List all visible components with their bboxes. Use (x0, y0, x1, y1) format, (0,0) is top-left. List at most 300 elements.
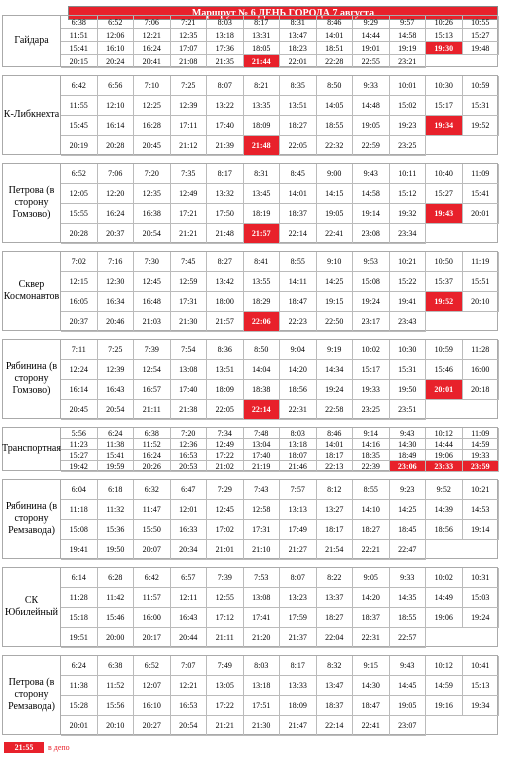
time-cell: 23:07 (390, 716, 427, 736)
time-grid (61, 16, 497, 66)
time-cell: 19:32 (390, 204, 427, 224)
time-cell: 7:43 (244, 480, 281, 500)
time-cell: 16:57 (134, 380, 171, 400)
time-cell: 22:23 (280, 312, 317, 332)
time-cell: 11:55 (61, 96, 98, 116)
legend (4, 742, 70, 753)
time-cell: 16:33 (171, 520, 208, 540)
time-cell: 23:33 (426, 461, 463, 472)
time-cell: 16:24 (134, 42, 171, 55)
time-cell: 19:42 (61, 461, 98, 472)
time-cell: 7:20 (134, 164, 171, 184)
time-cell: 14:25 (390, 500, 427, 520)
time-row (61, 520, 497, 540)
time-cell: 17:31 (244, 520, 281, 540)
time-cell: 6:14 (61, 568, 98, 588)
time-cell: 6:32 (134, 480, 171, 500)
time-cell: 13:47 (280, 29, 317, 42)
time-cell: 21:47 (280, 716, 317, 736)
time-cell: 20:28 (98, 136, 135, 156)
time-cell: 20:18 (463, 380, 500, 400)
time-cell: 16:00 (134, 608, 171, 628)
time-cell: 15:08 (353, 272, 390, 292)
time-cell: 19:33 (353, 380, 390, 400)
time-cell: 19:06 (426, 608, 463, 628)
time-cell: 14:16 (353, 439, 390, 450)
time-cell: 10:11 (390, 164, 427, 184)
time-cell: 18:19 (244, 204, 281, 224)
time-cell: 19:06 (426, 450, 463, 461)
time-cell: 20:41 (134, 55, 171, 68)
time-cell: 13:51 (207, 360, 244, 380)
time-cell: 18:56 (426, 520, 463, 540)
time-cell: 20:10 (463, 292, 500, 312)
time-cell: 17:07 (171, 42, 208, 55)
time-cell: 17:41 (244, 608, 281, 628)
time-cell: 12:54 (134, 360, 171, 380)
time-cell: 12:21 (134, 29, 171, 42)
time-cell: 9:15 (353, 656, 390, 676)
time-row (61, 480, 497, 500)
time-cell: 17:02 (207, 520, 244, 540)
time-cell: 22:01 (280, 55, 317, 68)
time-cell: 20:27 (134, 716, 171, 736)
time-cell: 15:17 (426, 96, 463, 116)
time-cell: 17:11 (171, 116, 208, 136)
time-cell: 18:07 (280, 450, 317, 461)
time-cell: 15:13 (426, 29, 463, 42)
time-cell: 18:51 (317, 42, 354, 55)
time-cell (426, 312, 463, 332)
time-cell: 19:51 (61, 628, 98, 648)
time-cell: 20:54 (171, 716, 208, 736)
time-cell: 7:39 (207, 568, 244, 588)
time-cell: 6:52 (98, 16, 135, 29)
time-cell: 19:50 (98, 540, 135, 560)
time-cell: 12:21 (171, 676, 208, 696)
time-cell: 6:47 (171, 480, 208, 500)
time-cell: 13:32 (207, 184, 244, 204)
time-cell: 21:48 (244, 136, 281, 156)
time-cell (463, 628, 500, 648)
time-cell: 16:48 (134, 292, 171, 312)
time-cell: 16:28 (134, 116, 171, 136)
time-cell: 12:11 (171, 588, 208, 608)
time-cell: 12:36 (171, 439, 208, 450)
time-cell: 20:34 (171, 540, 208, 560)
time-cell: 20:00 (98, 628, 135, 648)
time-cell: 6:28 (98, 568, 135, 588)
time-cell: 12:59 (171, 272, 208, 292)
time-row (61, 360, 497, 380)
time-cell: 22:14 (317, 716, 354, 736)
time-cell: 12:15 (61, 272, 98, 292)
time-cell (426, 628, 463, 648)
time-cell: 15:55 (61, 204, 98, 224)
time-cell: 14:34 (317, 360, 354, 380)
time-cell: 8:50 (244, 340, 281, 360)
time-cell (463, 400, 500, 420)
time-cell: 14:59 (463, 439, 500, 450)
time-cell: 11:47 (134, 500, 171, 520)
time-cell: 6:24 (61, 656, 98, 676)
time-cell: 6:04 (61, 480, 98, 500)
time-cell: 10:12 (426, 428, 463, 439)
time-cell: 20:15 (61, 55, 98, 68)
time-cell: 20:07 (134, 540, 171, 560)
time-cell: 16:05 (61, 292, 98, 312)
time-cell: 21:10 (244, 540, 281, 560)
time-cell: 17:21 (171, 204, 208, 224)
time-row (61, 96, 497, 116)
time-cell: 23:21 (390, 55, 427, 68)
time-cell: 13:37 (317, 588, 354, 608)
time-cell: 20:44 (171, 628, 208, 648)
time-cell: 18:45 (390, 520, 427, 540)
legend-swatch: 21:55 (4, 742, 44, 753)
time-cell: 11:28 (463, 340, 500, 360)
stop-block (2, 479, 498, 559)
time-cell: 19:34 (426, 116, 463, 136)
time-cell: 14:11 (280, 272, 317, 292)
time-cell: 18:35 (353, 450, 390, 461)
time-cell: 16:14 (98, 116, 135, 136)
time-cell: 7:57 (280, 480, 317, 500)
time-row (61, 628, 497, 648)
time-cell: 17:51 (244, 696, 281, 716)
time-cell: 12:49 (207, 439, 244, 450)
time-cell: 20:37 (61, 312, 98, 332)
time-cell: 16:00 (463, 360, 500, 380)
time-cell: 13:08 (171, 360, 208, 380)
time-cell: 6:56 (98, 76, 135, 96)
time-cell: 13:45 (244, 184, 281, 204)
time-grid (61, 340, 497, 418)
time-cell: 22:41 (317, 224, 354, 244)
time-cell: 22:39 (353, 461, 390, 472)
time-cell: 6:52 (61, 164, 98, 184)
time-cell: 21:48 (207, 224, 244, 244)
stop-block (2, 339, 498, 419)
time-cell (426, 55, 463, 68)
time-cell: 15:13 (463, 676, 500, 696)
time-cell: 15:41 (98, 450, 135, 461)
time-row (61, 716, 497, 736)
time-cell: 21:12 (171, 136, 208, 156)
time-cell: 18:27 (280, 116, 317, 136)
time-cell: 21:37 (280, 628, 317, 648)
stop-block (2, 567, 498, 647)
time-cell: 18:17 (317, 450, 354, 461)
time-cell: 8:07 (207, 76, 244, 96)
time-cell: 15:03 (463, 588, 500, 608)
time-cell: 20:54 (98, 400, 135, 420)
time-cell: 14:20 (353, 588, 390, 608)
time-cell: 23:25 (353, 400, 390, 420)
time-cell: 18:09 (244, 116, 281, 136)
time-row (61, 42, 497, 55)
time-cell: 21:08 (171, 55, 208, 68)
time-cell: 16:24 (134, 450, 171, 461)
time-cell: 9:33 (353, 76, 390, 96)
time-cell: 15:41 (463, 184, 500, 204)
time-cell: 13:51 (280, 96, 317, 116)
time-row (61, 696, 497, 716)
time-cell: 22:58 (317, 400, 354, 420)
time-cell: 8:55 (353, 480, 390, 500)
time-cell: 12:30 (98, 272, 135, 292)
time-cell: 20:26 (134, 461, 171, 472)
time-cell: 22:55 (353, 55, 390, 68)
time-cell: 16:14 (61, 380, 98, 400)
time-row (61, 252, 497, 272)
time-row (61, 29, 497, 42)
time-cell: 22:31 (353, 628, 390, 648)
time-cell: 10:30 (426, 76, 463, 96)
time-cell: 10:30 (390, 340, 427, 360)
time-cell: 7:06 (134, 16, 171, 29)
time-cell: 13:08 (244, 588, 281, 608)
time-row (61, 500, 497, 520)
time-cell: 5:56 (61, 428, 98, 439)
time-cell: 10:12 (426, 656, 463, 676)
time-cell: 13:55 (244, 272, 281, 292)
time-row (61, 588, 497, 608)
time-cell: 6:42 (61, 76, 98, 96)
time-cell: 20:37 (98, 224, 135, 244)
time-cell: 16:10 (134, 696, 171, 716)
time-cell: 18:37 (317, 696, 354, 716)
time-cell: 19:23 (390, 116, 427, 136)
time-cell: 8:27 (207, 252, 244, 272)
time-cell: 8:22 (317, 568, 354, 588)
time-cell: 23:43 (390, 312, 427, 332)
time-cell: 8:17 (280, 656, 317, 676)
time-cell: 21:19 (244, 461, 281, 472)
time-cell: 16:43 (98, 380, 135, 400)
time-cell (463, 55, 500, 68)
time-cell: 15:31 (390, 360, 427, 380)
time-cell: 9:57 (390, 16, 427, 29)
time-cell: 12:07 (134, 676, 171, 696)
time-row (61, 184, 497, 204)
time-cell: 9:33 (390, 568, 427, 588)
time-cell: 21:57 (244, 224, 281, 244)
time-cell: 9:00 (317, 164, 354, 184)
time-cell: 7:07 (171, 656, 208, 676)
time-cell: 22:57 (390, 628, 427, 648)
time-cell: 10:31 (463, 568, 500, 588)
time-cell: 18:00 (207, 292, 244, 312)
time-cell: 16:38 (134, 204, 171, 224)
time-cell: 13:23 (280, 588, 317, 608)
time-cell: 19:01 (353, 42, 390, 55)
time-cell: 15:41 (61, 42, 98, 55)
time-grid (61, 252, 497, 330)
time-row (61, 224, 497, 244)
time-cell: 18:38 (244, 380, 281, 400)
time-cell: 13:18 (280, 439, 317, 450)
stop-block (2, 251, 498, 331)
time-row (61, 568, 497, 588)
time-cell: 20:53 (171, 461, 208, 472)
time-cell: 21:30 (244, 716, 281, 736)
time-cell: 15:46 (426, 360, 463, 380)
time-cell: 15:12 (390, 184, 427, 204)
time-cell: 15:18 (61, 608, 98, 628)
time-cell: 14:15 (317, 184, 354, 204)
time-cell: 14:10 (353, 500, 390, 520)
time-cell: 22:28 (317, 55, 354, 68)
time-cell (426, 540, 463, 560)
time-cell: 20:10 (98, 716, 135, 736)
time-cell: 6:38 (134, 428, 171, 439)
time-grid (61, 76, 497, 154)
time-cell: 19:30 (426, 42, 463, 55)
time-cell: 19:05 (317, 204, 354, 224)
time-cell: 22:59 (353, 136, 390, 156)
time-cell: 6:38 (98, 656, 135, 676)
time-cell: 15:51 (463, 272, 500, 292)
time-grid (61, 568, 497, 646)
time-cell: 9:10 (317, 252, 354, 272)
time-cell: 12:49 (171, 184, 208, 204)
time-cell: 20:45 (134, 136, 171, 156)
time-cell: 8:50 (317, 76, 354, 96)
time-row (61, 608, 497, 628)
stop-name: Сквер Космонавтов (3, 252, 61, 330)
time-cell: 11:38 (98, 439, 135, 450)
time-cell: 14:44 (426, 439, 463, 450)
time-cell: 13:04 (244, 439, 281, 450)
time-cell: 14:58 (390, 29, 427, 42)
time-cell: 9:05 (353, 568, 390, 588)
time-cell: 17:40 (171, 380, 208, 400)
stop-name: Рябинина (в сторону Ремзавода) (3, 480, 61, 558)
time-cell: 18:37 (353, 608, 390, 628)
time-grid (61, 480, 497, 558)
time-cell: 19:05 (390, 696, 427, 716)
time-cell: 17:49 (280, 520, 317, 540)
time-cell: 17:36 (207, 42, 244, 55)
time-cell: 8:45 (280, 164, 317, 184)
time-cell: 15:36 (98, 520, 135, 540)
time-cell: 7:25 (171, 76, 208, 96)
time-cell: 13:13 (280, 500, 317, 520)
time-cell: 6:52 (134, 656, 171, 676)
time-cell: 21:38 (171, 400, 208, 420)
time-cell: 23:51 (390, 400, 427, 420)
time-cell: 11:38 (61, 676, 98, 696)
time-cell: 23:17 (353, 312, 390, 332)
time-cell (463, 716, 500, 736)
time-cell: 10:40 (426, 164, 463, 184)
time-cell: 11:28 (61, 588, 98, 608)
time-cell: 20:01 (426, 380, 463, 400)
time-cell: 12:35 (134, 184, 171, 204)
time-cell: 15:45 (61, 116, 98, 136)
schedule-title: Маршрут № 6 ДЕНЬ ГОРОДА 7 августа (68, 6, 498, 20)
time-cell: 15:37 (426, 272, 463, 292)
stop-block (2, 427, 498, 471)
time-cell: 22:13 (317, 461, 354, 472)
time-cell: 21:11 (207, 628, 244, 648)
time-cell: 9:29 (353, 16, 390, 29)
time-cell: 23:06 (390, 461, 427, 472)
time-cell: 14:58 (353, 184, 390, 204)
time-cell: 9:23 (390, 480, 427, 500)
time-cell: 18:49 (390, 450, 427, 461)
time-cell: 13:47 (317, 676, 354, 696)
time-cell: 19:41 (390, 292, 427, 312)
time-cell: 11:09 (463, 428, 500, 439)
time-cell: 17:31 (171, 292, 208, 312)
time-cell: 14:53 (463, 500, 500, 520)
time-cell: 7:02 (61, 252, 98, 272)
time-cell: 12:20 (98, 184, 135, 204)
time-cell: 14:48 (353, 96, 390, 116)
time-cell: 15:17 (353, 360, 390, 380)
time-cell: 9:43 (353, 164, 390, 184)
time-cell (463, 224, 500, 244)
time-cell: 21:57 (207, 312, 244, 332)
time-cell (426, 716, 463, 736)
stop-name: К-Либкнехта (3, 76, 61, 154)
time-cell: 17:59 (280, 608, 317, 628)
time-cell: 10:02 (353, 340, 390, 360)
time-cell: 20:17 (134, 628, 171, 648)
time-cell: 7:10 (134, 76, 171, 96)
time-cell: 7:16 (98, 252, 135, 272)
time-cell: 18:09 (207, 380, 244, 400)
time-row (61, 164, 497, 184)
time-cell: 21:30 (171, 312, 208, 332)
time-cell: 20:01 (463, 204, 500, 224)
time-cell: 23:08 (353, 224, 390, 244)
time-cell: 12:06 (98, 29, 135, 42)
time-cell: 22:04 (317, 628, 354, 648)
time-cell: 8:32 (317, 656, 354, 676)
time-cell: 11:42 (98, 588, 135, 608)
time-cell: 9:04 (280, 340, 317, 360)
time-cell: 19:24 (463, 608, 500, 628)
time-cell: 8:35 (280, 76, 317, 96)
time-cell: 19:16 (426, 696, 463, 716)
time-cell (426, 224, 463, 244)
time-cell: 21:54 (317, 540, 354, 560)
time-cell: 10:55 (463, 16, 500, 29)
time-cell: 11:19 (463, 252, 500, 272)
time-cell: 9:14 (353, 428, 390, 439)
time-row (61, 204, 497, 224)
time-cell: 22:06 (244, 312, 281, 332)
time-cell: 7:53 (244, 568, 281, 588)
time-cell: 21:03 (134, 312, 171, 332)
time-cell: 14:30 (390, 439, 427, 450)
time-cell: 14:01 (317, 29, 354, 42)
time-cell: 20:19 (61, 136, 98, 156)
stop-name: Транспортная (3, 428, 61, 470)
time-cell: 12:24 (61, 360, 98, 380)
time-cell: 15:02 (390, 96, 427, 116)
time-cell: 14:04 (244, 360, 281, 380)
time-cell: 20:24 (98, 55, 135, 68)
time-cell: 19:41 (61, 540, 98, 560)
time-cell: 12:39 (171, 96, 208, 116)
time-cell: 9:19 (317, 340, 354, 360)
time-cell: 6:18 (98, 480, 135, 500)
time-cell: 19:52 (463, 116, 500, 136)
